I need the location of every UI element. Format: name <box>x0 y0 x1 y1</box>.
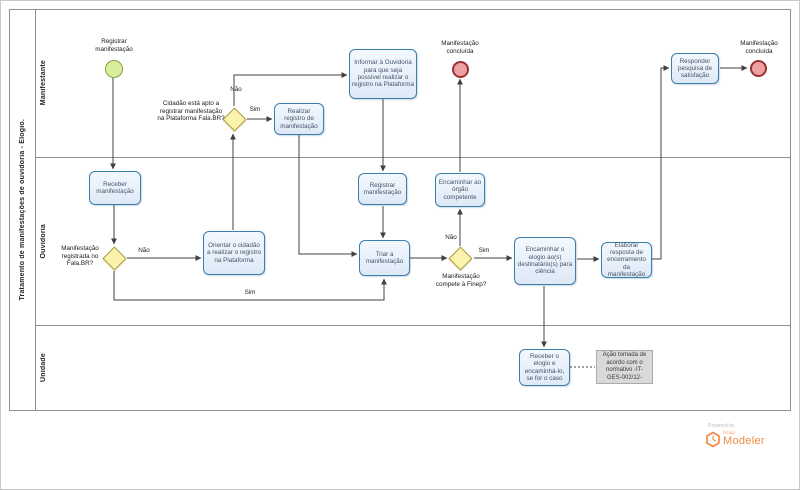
task-encaminhar-orgao[interactable] <box>435 173 485 207</box>
gateway-apto-no-label: Não <box>230 86 242 93</box>
task-encaminhar-elogio[interactable] <box>514 237 576 285</box>
annotation-text: Ação tomada de acordo com o normativo -IT-GES-002/12- <box>602 352 647 381</box>
task-label: Encaminhar o elogio ao(s) destinatário(s) para ciência <box>517 246 573 276</box>
text-annotation <box>596 350 653 384</box>
task-registrar-manifestacao[interactable] <box>358 173 407 205</box>
task-label: Receber o elogio e encaminhá-lo, se for o caso <box>524 352 565 382</box>
lane-label-ouvidoria: Ouvidoria <box>40 223 47 259</box>
task-label: Triar a manifestação <box>365 250 404 265</box>
task-label: Elaborar resposta de encerramento da manifestação <box>607 241 646 278</box>
bizagi-brand-label: bizagi <box>723 430 735 435</box>
gateway-finep-no-label: Não <box>445 234 457 241</box>
pool-title <box>9 9 36 411</box>
task-realizar-registro[interactable] <box>274 103 324 135</box>
task-orientar-cidadao[interactable] <box>203 231 265 275</box>
task-triar-manifestacao[interactable] <box>359 240 410 276</box>
gateway-apto-yes-label: Sim <box>249 106 261 113</box>
task-responder-pesquisa[interactable] <box>671 53 719 84</box>
end-event-1-label: Manifestação concluída <box>441 40 479 55</box>
pool-title-text: Tratamento de manifestações de ouvidoria - Elogio. <box>19 119 26 301</box>
task-label: Encaminhar ao órgão competente <box>438 179 482 201</box>
lane-label-manifestante: Manifestante <box>40 60 47 106</box>
bizagi-branding <box>705 423 765 453</box>
end-event-1[interactable] <box>452 61 469 78</box>
task-informar-ouvidoria[interactable] <box>349 49 417 99</box>
start-event-label: Registrar manifestação <box>95 38 133 53</box>
task-label: Registrar manifestação <box>363 181 402 196</box>
task-label: Realizar registro de manifestação <box>280 108 318 130</box>
gateway-registrada-question: Manifestação registrada no Fala.BR? <box>61 245 99 268</box>
task-receber-elogio[interactable] <box>519 349 570 386</box>
modeler-product-label: Modeler <box>723 434 765 447</box>
task-label: Orientar o cidadão a realizar o registro na Plataforma <box>207 242 261 264</box>
lane-label-unidade: Unidade <box>40 353 47 383</box>
gateway-registrada-yes-label: Sim <box>244 289 256 296</box>
task-elaborar-resposta[interactable] <box>601 242 652 278</box>
task-label: Responder pesquisa de satisfação <box>678 57 712 80</box>
powered-by-label: Powered by <box>708 423 735 429</box>
lane-divider-manifestante-ouvidoria <box>35 157 791 158</box>
gateway-registrada-no-label: Não <box>138 247 150 254</box>
task-label: Informar à Ouvidoria para que seja possível realizar o registro na Plataforma <box>352 59 414 89</box>
gateway-cidadao-apto-question: Cidadão está apto a registrar manifestação na Plataforma Fala.BR? <box>157 100 225 123</box>
lane-divider-ouvidoria-unidade <box>35 325 791 326</box>
gateway-finep-yes-label: Sim <box>478 247 490 254</box>
end-event-2-label: Manifestação concluída <box>740 40 778 55</box>
start-event[interactable] <box>105 60 123 78</box>
gateway-finep-question: Manifestação compete à Finep? <box>435 273 487 288</box>
end-event-2[interactable] <box>750 60 767 77</box>
bizagi-hexagon-icon <box>705 431 721 453</box>
task-label: Receber manifestação <box>96 180 134 195</box>
task-receber-manifestacao[interactable] <box>89 171 141 205</box>
